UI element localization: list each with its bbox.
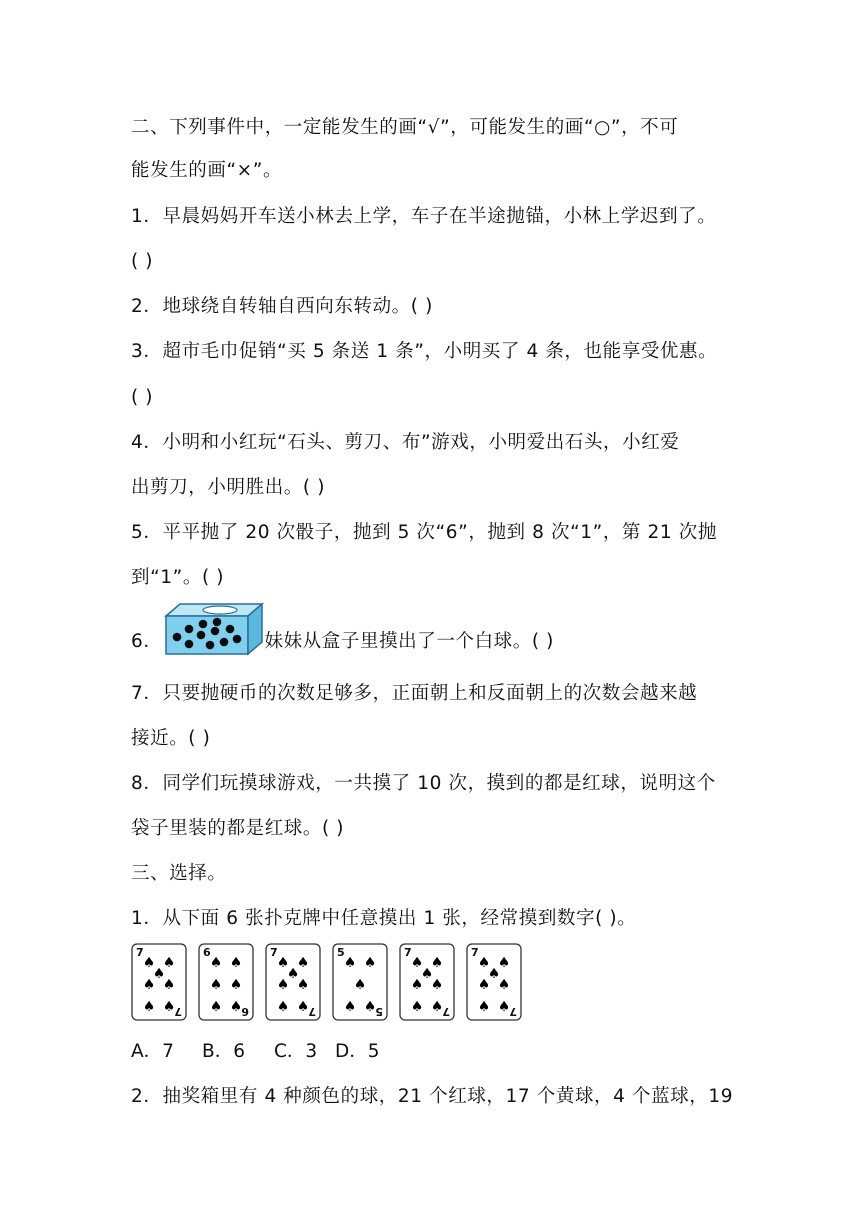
card-rank-inverted: 7 (442, 1005, 450, 1018)
spade-icon: ♠ (497, 999, 511, 1015)
spade-icon: ♠ (296, 999, 310, 1015)
q8-text: 8．同学们玩摸球游戏，一共摸了 10 次，摸到的都是红球，说明这个 (131, 773, 716, 794)
spade-icon: ♠ (286, 966, 300, 982)
card-rank-inverted: 7 (509, 1005, 517, 1018)
playing-card (466, 943, 522, 1021)
spade-icon: ♠ (276, 999, 290, 1015)
q4-text-cont: 出剪刀，小明胜出。( ) (131, 477, 326, 498)
spade-icon: ♠ (276, 955, 290, 971)
option-a[interactable]: A．7 (131, 1041, 174, 1062)
section2-heading-line2: 能发生的画“×”。 (131, 160, 283, 181)
q7-text-cont: 接近。( ) (131, 728, 211, 749)
card-rank-inverted: 5 (375, 1005, 383, 1018)
spade-icon: ♠ (363, 999, 377, 1015)
spade-icon: ♠ (296, 977, 310, 993)
card-rank-inverted: 7 (174, 1005, 182, 1018)
spade-icon: ♠ (229, 999, 243, 1015)
playing-cards (131, 943, 522, 1021)
spade-icon: ♠ (363, 955, 377, 971)
q7-text: 7．只要抛硬币的次数足够多，正面朝上和反面朝上的次数会越来越 (131, 683, 698, 704)
option-b[interactable]: B．6 (202, 1041, 245, 1062)
spade-icon: ♠ (420, 966, 434, 982)
spade-icon: ♠ (296, 955, 310, 971)
card-rank: 5 (337, 946, 345, 959)
q6-text: 妹妹从盒子里摸出了一个白球。( ) (264, 631, 555, 652)
card-rank: 7 (136, 946, 144, 959)
spade-icon: ♠ (209, 955, 223, 971)
q3-answer: ( ) (131, 387, 154, 408)
spade-icon: ♠ (353, 977, 367, 993)
section3-heading: 三、选择。 (131, 863, 227, 884)
spade-icon: ♠ (410, 999, 424, 1015)
box-of-black-balls-icon (164, 602, 264, 656)
q1-text: 1．早晨妈妈开车送小林去上学，车子在半途抛锚，小林上学迟到了。 (131, 206, 717, 227)
spade-icon: ♠ (162, 955, 176, 971)
choice-q2-text: 2．抽奖箱里有 4 种颜色的球，21 个红球，17 个黄球，4 个蓝球，19 (131, 1086, 734, 1107)
option-d[interactable]: D．5 (335, 1041, 380, 1062)
q8-text-cont: 袋子里装的都是红球。( ) (131, 818, 345, 839)
spade-icon: ♠ (209, 999, 223, 1015)
card-rank-inverted: 7 (308, 1005, 316, 1018)
spade-icon: ♠ (497, 977, 511, 993)
playing-card (265, 943, 321, 1021)
spade-icon: ♠ (343, 999, 357, 1015)
spade-icon: ♠ (410, 977, 424, 993)
playing-card (399, 943, 455, 1021)
choice-q1-options (131, 1040, 380, 1064)
spade-icon: ♠ (142, 955, 156, 971)
card-rank: 7 (270, 946, 278, 959)
spade-icon: ♠ (229, 977, 243, 993)
card-rank: 6 (203, 946, 211, 959)
choice-q1-text: 1．从下面 6 张扑克牌中任意摸出 1 张，经常摸到数字( )。 (131, 908, 637, 929)
spade-icon: ♠ (477, 977, 491, 993)
q6-number: 6． (131, 631, 163, 652)
q5-text-cont: 到“1”。( ) (131, 567, 225, 588)
spade-icon: ♠ (142, 977, 156, 993)
spade-icon: ♠ (430, 977, 444, 993)
spade-icon: ♠ (410, 955, 424, 971)
spade-icon: ♠ (487, 966, 501, 982)
spade-icon: ♠ (276, 977, 290, 993)
section2-heading-line1: 二、下列事件中，一定能发生的画“√”，可能发生的画“○”，不可 (131, 117, 679, 138)
q6-row (131, 602, 554, 654)
card-rank: 7 (471, 946, 479, 959)
playing-card (198, 943, 254, 1021)
card-rank-inverted: 6 (241, 1005, 249, 1018)
q1-answer: ( ) (131, 251, 154, 272)
q5-text: 5．平平抛了 20 次骰子，抛到 5 次“6”，抛到 8 次“1”，第 21 次抛 (131, 522, 717, 543)
spade-icon: ♠ (209, 977, 223, 993)
spade-icon: ♠ (229, 955, 243, 971)
playing-card (332, 943, 388, 1021)
spade-icon: ♠ (430, 955, 444, 971)
spade-icon: ♠ (142, 999, 156, 1015)
card-rank: 7 (404, 946, 412, 959)
spade-icon: ♠ (477, 999, 491, 1015)
spade-icon: ♠ (430, 999, 444, 1015)
spade-icon: ♠ (497, 955, 511, 971)
spade-icon: ♠ (343, 955, 357, 971)
spade-icon: ♠ (152, 966, 166, 982)
spade-icon: ♠ (162, 999, 176, 1015)
q2-text: 2．地球绕自转轴自西向东转动。( ) (131, 296, 433, 317)
spade-icon: ♠ (162, 977, 176, 993)
option-c[interactable]: C．3 (274, 1041, 318, 1062)
playing-card (131, 943, 187, 1021)
q4-text: 4．小明和小红玩“石头、剪刀、布”游戏，小明爱出石头，小红爱 (131, 432, 680, 453)
q3-text: 3．超市毛巾促销“买 5 条送 1 条”，小明买了 4 条，也能享受优惠。 (131, 341, 718, 362)
spade-icon: ♠ (477, 955, 491, 971)
